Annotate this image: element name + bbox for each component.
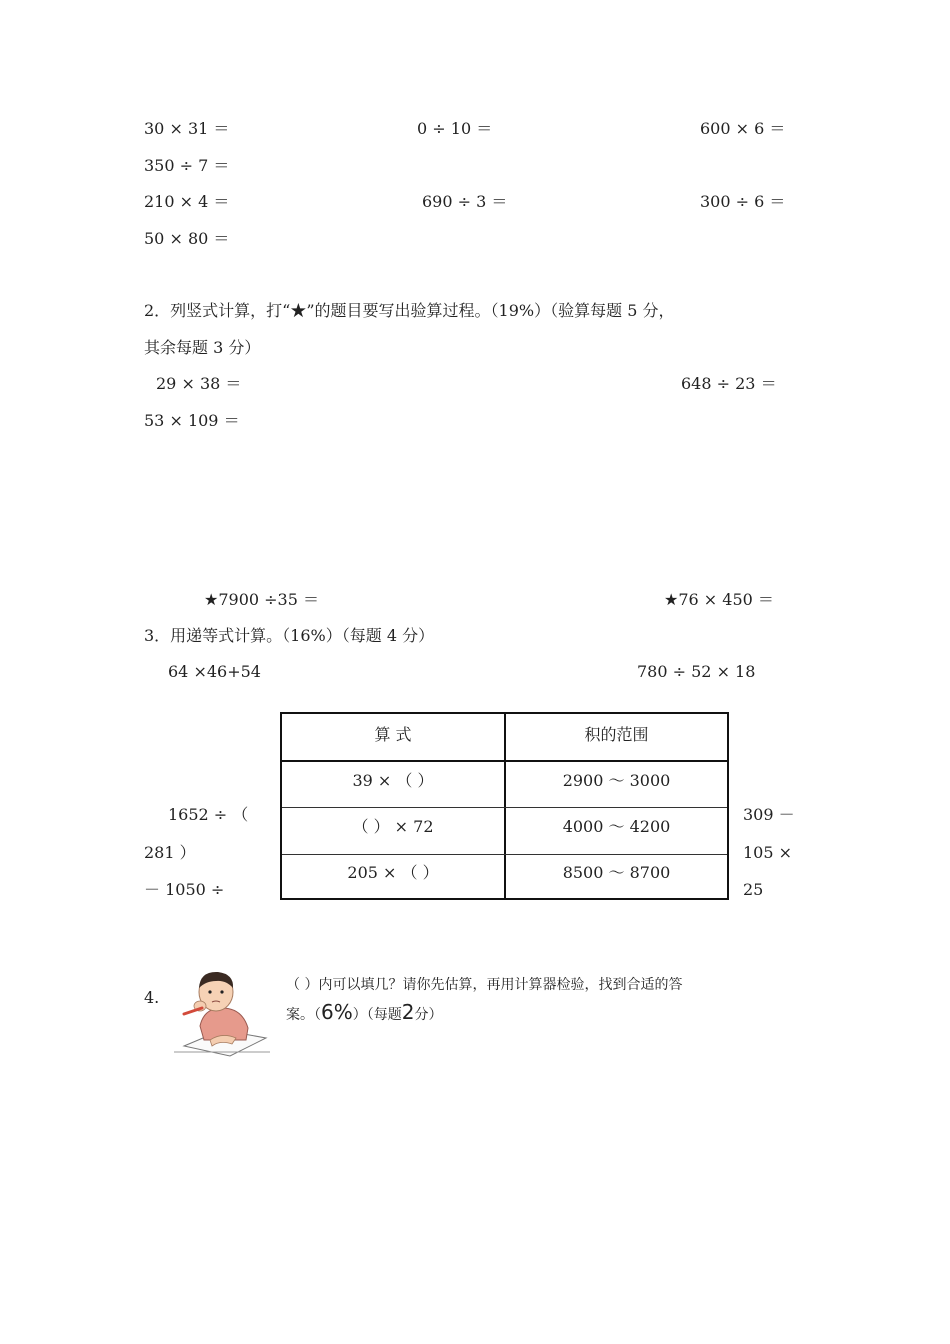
problem-29x38: 29 × 38 ＝ [156,374,242,393]
equation-300div6: 300 ÷ 6 ＝ [700,192,786,211]
table-cell-range: 8500 ～ 8700 [562,863,671,882]
fragment-281: 281 ） [144,843,196,862]
equation-600x6: 600 × 6 ＝ [700,119,786,138]
equation-50x80: 50 × 80 ＝ [144,229,230,248]
section4-instruction: （ ）内可以填几？请你先估算，再用计算器检验，找到合适的答 [286,977,683,993]
section4-instruction-cont [286,1002,442,1022]
section4-text: 分） [414,1007,443,1023]
section4-percent: 6% [321,1000,353,1024]
fragment-1652: 1652 ÷ （ [168,805,249,824]
fragment-105: 105 × [743,843,793,862]
equation-690div3: 690 ÷ 3 ＝ [422,192,508,211]
problem-star-76x450: ★76 × 450 ＝ [664,590,774,609]
equation-0div10: 0 ÷ 10 ＝ [417,119,493,138]
section2-heading: 2．列竖式计算，打“★”的题目要写出验算过程。（19%）（验算每题 5 分， [144,301,675,320]
table-row-line [282,807,727,808]
table-cell-range: 2900 ～ 3000 [562,771,671,790]
student-thinking-icon [170,968,272,1058]
table-header-expression: 算 式 [374,725,412,744]
problem-648div23: 648 ÷ 23 ＝ [681,374,777,393]
equation-210x4: 210 × 4 ＝ [144,192,230,211]
table-cell-range: 4000 ～ 4200 [562,817,671,836]
section4-text: 案。（ [286,1007,321,1023]
section4-points: 2 [401,1000,415,1024]
table-header-range: 积的范围 [584,725,649,744]
equation-350div7: 350 ÷ 7 ＝ [144,156,230,175]
problem-780div52x18: 780 ÷ 52 × 18 [637,662,756,681]
product-range-table [280,712,729,900]
problem-star-7900div35: ★7900 ÷35 ＝ [204,590,320,609]
table-cell-expression: （ ） × 72 [352,817,434,836]
section3-heading: 3．用递等式计算。（16%）（每题 4 分） [144,626,435,645]
table-row-line [282,854,727,855]
fragment-309: 309 － [743,805,795,824]
table-cell-expression: 205 × （ ） [347,863,439,882]
section4-text: ）（每题 [352,1007,402,1023]
section4-number: 4. [144,988,160,1007]
fragment-1050: － 1050 ÷ [144,880,225,899]
table-header-line [282,760,727,762]
section2-heading-cont: 其余每题 3 分） [144,338,261,357]
table-cell-expression: 39 × （ ） [352,771,434,790]
problem-53x109: 53 × 109 ＝ [144,411,240,430]
problem-64x46plus54: 64 ×46+54 [168,662,261,681]
fragment-25: 25 [743,880,764,899]
equation-30x31: 30 × 31 ＝ [144,119,230,138]
